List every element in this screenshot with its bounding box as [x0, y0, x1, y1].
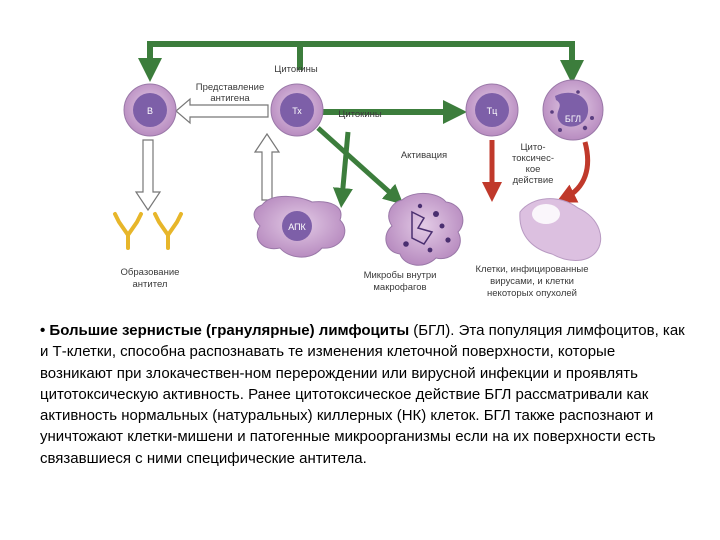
label-infected-1: Клетки, инфицированные: [475, 264, 589, 275]
th-cell-label: Тх: [292, 106, 302, 116]
label-cytotoxic-4: действие: [512, 175, 554, 186]
label-cytokines-mid: Цитокины: [338, 109, 382, 120]
label-antibody-2: антител: [132, 279, 168, 290]
apk-cell-label: АПК: [288, 222, 306, 232]
b-cell: [124, 84, 176, 136]
label-antibody-1: Образование: [120, 267, 180, 278]
activation-arrow: [318, 128, 396, 198]
tc-cell: [466, 84, 518, 136]
b-to-antibody-arrow: [136, 140, 160, 210]
label-microbes-1: Микробы внутри: [363, 270, 437, 281]
label-cytotoxic-1: Цито-: [520, 142, 546, 153]
label-cytotoxic-2: токсичес-: [512, 153, 554, 164]
label-cytokines-top: Цитокины: [274, 64, 318, 75]
bgl-cell-label: БГЛ: [564, 114, 582, 124]
apk-cell: [254, 196, 345, 257]
cytokines-arrow-right: [300, 44, 572, 72]
label-activation: Активация: [400, 150, 448, 161]
th-to-apk-arrow: [342, 132, 348, 198]
label-antigen-presentation-1: Представление: [195, 82, 265, 93]
label-microbes-2: макрофагов: [373, 282, 427, 293]
label-antigen-presentation-2: антигена: [210, 93, 250, 104]
target-cell: [520, 199, 601, 261]
label-infected-2: вирусами, и клетки: [490, 276, 574, 287]
label-cytotoxic-3: кое: [525, 164, 541, 175]
bgl-heading: • Большие зернистые (гранулярные) лимфоциты: [40, 322, 410, 339]
description-paragraph: [40, 320, 690, 469]
label-infected-3: некоторых опухолей: [487, 288, 577, 299]
th-cell: [271, 84, 323, 136]
apk-to-th-arrow: [255, 134, 279, 200]
infected-macrophage: [386, 193, 463, 265]
b-cell-label: В: [146, 106, 154, 116]
antibody-icons: [115, 214, 181, 248]
bgl-cell: [543, 80, 603, 140]
tc-cell-label: Тц: [486, 106, 498, 116]
bgl-description: (БГЛ). Эта популяция лимфоцитов, как и Т-клетки, способна распознавать те изменения клеточной поверхности, которые возникают при злокачествен-ном перерождении или вирусной инфекции и проявлять цитотоксическую активность. Ранее цитотоксическое действие БГЛ рассматривали как активность нормальных (натуральных) киллерных (НК) клеток. БГЛ также распознают и уничтожают клетки-мишени и патогенные микроорганизмы если на их поверхности есть связавшиеся с ними специфические антитела.: [40, 322, 685, 467]
bgl-cytotoxic-arrow: [565, 142, 588, 198]
